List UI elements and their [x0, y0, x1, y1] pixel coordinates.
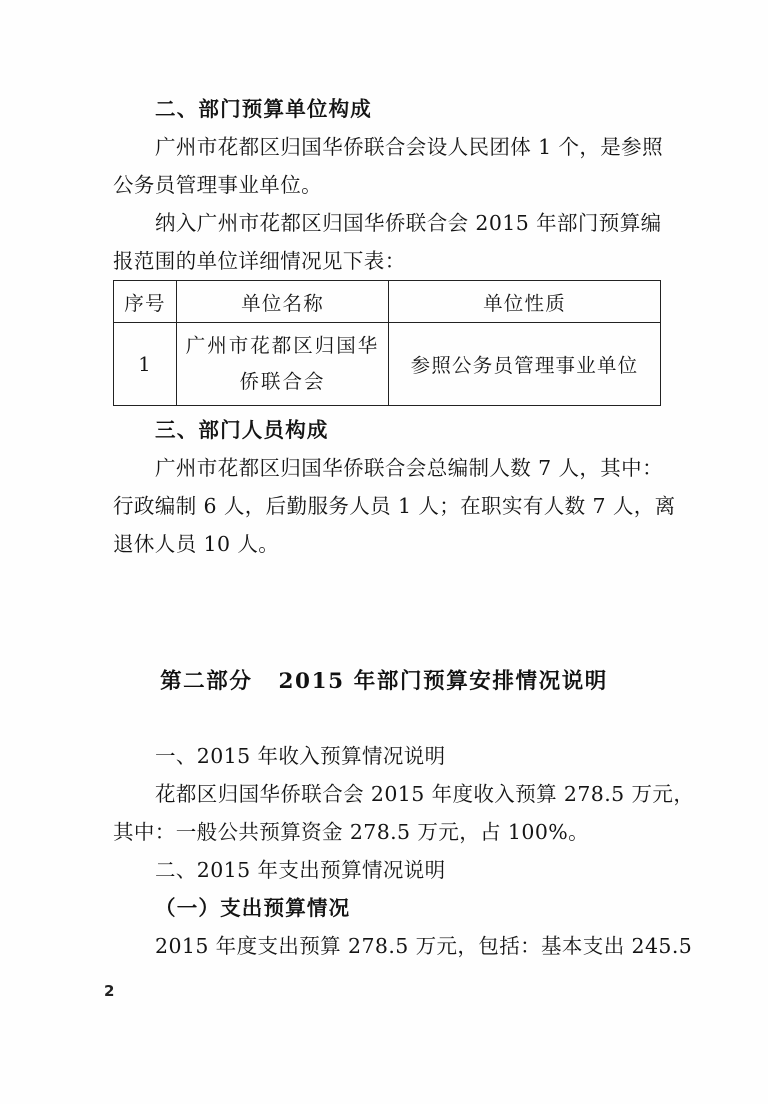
- budget-unit-table: [113, 280, 661, 406]
- part-two-title: 2015 年部门预算安排情况说明: [278, 669, 608, 694]
- table-cell-unit-nature: 参照公务员管理事业单位: [389, 323, 661, 406]
- subsection-one-paragraph-line1: 花都区归国华侨联合会 2015 年度收入预算 278.5 万元，: [155, 782, 695, 806]
- section-three-paragraph-line1: 广州市花都区归国华侨联合会总编制人数 7 人，其中：: [155, 456, 663, 480]
- section-two-heading: 二、部门预算单位构成: [155, 97, 372, 121]
- subsection-two-heading: 二、2015 年支出预算情况说明: [155, 858, 446, 882]
- table-header-unit-nature: 单位性质: [389, 281, 661, 323]
- section-two-paragraph1-line2: 公务员管理事业单位。: [113, 173, 322, 197]
- section-two-paragraph2-line1: 纳入广州市花都区归国华侨联合会 2015 年部门预算编: [155, 211, 662, 235]
- subsection-one-paragraph-line2: 其中：一般公共预算资金 278.5 万元，占 100%。: [113, 820, 590, 844]
- table-header-row: [114, 281, 661, 323]
- table-cell-unit-name: [177, 323, 389, 406]
- section-two-paragraph2-line2: 报范围的单位详细情况见下表：: [113, 249, 406, 273]
- document-upper-body: [113, 90, 663, 280]
- section-three-paragraph-line2: 行政编制 6 人，后勤服务人员 1 人；在职实有人数 7 人，离: [113, 494, 676, 518]
- subsection-two-paragraph-line1: 2015 年度支出预算 278.5 万元，包括：基本支出 245.5: [155, 934, 693, 958]
- part-two-heading: [0, 664, 768, 695]
- unit-name-line-1: 广州市花都区归国华: [185, 334, 380, 357]
- table-row: [114, 323, 661, 406]
- document-lower-body: [113, 737, 695, 965]
- table-cell-no: 1: [114, 323, 177, 406]
- unit-name-stack: [177, 323, 388, 405]
- part-two-label: 第二部分: [160, 669, 253, 694]
- table-header-no: 序号: [114, 281, 177, 323]
- section-three-paragraph-line3: 退休人员 10 人。: [113, 532, 280, 556]
- page-number: 2: [104, 982, 115, 1000]
- document-section-three: [113, 411, 676, 563]
- subsection-two-sub-heading: （一）支出预算情况: [155, 896, 351, 920]
- section-three-heading: 三、部门人员构成: [155, 418, 329, 442]
- unit-name-line-2: 侨联合会: [239, 370, 326, 393]
- table-header-unit-name: 单位名称: [177, 281, 389, 323]
- subsection-one-heading: 一、2015 年收入预算情况说明: [155, 744, 446, 768]
- section-two-paragraph1-line1: 广州市花都区归国华侨联合会设人民团体 1 个，是参照: [155, 135, 663, 159]
